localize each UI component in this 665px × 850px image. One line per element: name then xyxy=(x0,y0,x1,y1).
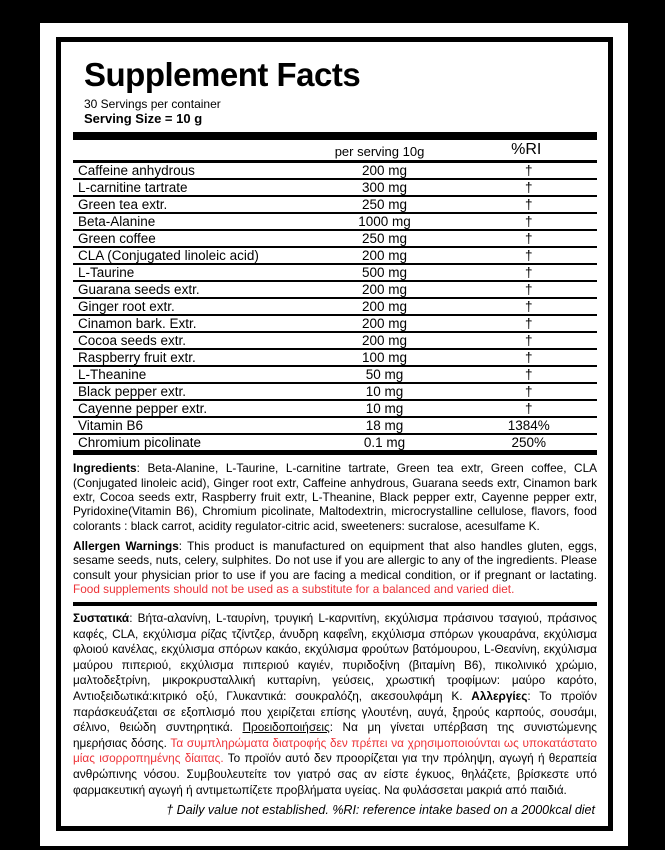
row-name: Cinamon bark. Extr. xyxy=(78,316,197,332)
table-row xyxy=(73,433,597,450)
ingredients-paragraph xyxy=(73,461,597,532)
row-ri: † xyxy=(524,299,533,315)
row-amount: 10 mg xyxy=(365,401,404,417)
row-ri: † xyxy=(524,316,533,332)
row-name: Beta-Alanine xyxy=(78,214,156,230)
row-amount: 200 mg xyxy=(362,316,408,332)
greek-closing-text: Το προϊόν αυτό δεν προορίζεται για την πρόληψη, αγωγή ή θεραπεία ανθρώπινης νόσου. Συμβουλευτείτε τον γιατρό σας αν είστε έγκυος, θηλάζετε, βρίσκεστε υπό φαρμακευτική αγωγή ή αντιμετωπίζετε προβλήματα υγείας. Να φυλάσσεται μακριά από παιδιά. xyxy=(73,751,598,797)
table-row xyxy=(73,297,597,314)
row-amount: 200 mg xyxy=(362,333,408,349)
greek-ingredients-text: : Βήτα-αλανίνη, L-ταυρίνη, τρυγική L-καρνιτίνη, εκχύλισμα πράσινου τσαγιού, πράσινος καφές, CLA, εκχύλισμα ρίζας τζίντζερ, άνυδρη καφεΐνη, εκχύλισμα σπόρων γκουαράνα, εκχύλισμα φλοιού κανέλας, εκχύλισμα σπόρων κακάο, εκχύλισμα φρούτων βατόμουρου, L-Θεανίνη, εκχύλισμα μαύρου πιπεριού, εκχύλισμα πιπεριού καγιέν, πυριδοξίνη (βιταμίνη Β6), πικολινικό χρώμιο, μαλτοδεξτρίνη, μικροκρυσταλλική κυτταρίνη, γεύσεις, χρωστική τροφίμων: μαύρο καρότο, Αντιοξειδωτικά:κιτρικό οξύ, Γλυκαντικά: σουκραλόζη, ακεσουλφάμη Κ. xyxy=(73,611,597,704)
table-row xyxy=(73,331,597,348)
greek-allergies-text: : Το προϊόν παράσκευάζεται σε εξοπλισμό που χειρίζεται επίσης γλουτένη, αυγά, ξηρούς καρπούς, σουσάμι, σέλινο, θειώδη συντηρητικά. xyxy=(73,689,597,735)
allergen-paragraph xyxy=(73,539,597,596)
table-bottom-bar xyxy=(73,450,597,455)
supplement-facts-label xyxy=(56,37,613,831)
row-name: L-Theanine xyxy=(78,367,147,383)
row-ri: † xyxy=(524,231,533,247)
table-row xyxy=(73,416,597,433)
row-name: Cayenne pepper extr. xyxy=(78,401,208,417)
table-row xyxy=(73,163,597,178)
row-ri: † xyxy=(524,350,533,366)
row-ri: † xyxy=(524,248,533,264)
allergen-text: : This product is manufactured on equipment that also handles gluten, eggs, sesame seeds, nuts, celery, sulphites. Do not use if you are allergic to any of the ingredients. Please consult your physician prior to use if you are facing a medical condition, or if pregnant or lactating. xyxy=(73,538,597,582)
row-ri: 1384% xyxy=(507,418,550,434)
greek-warnings-label: Προειδοποιήσεις xyxy=(242,720,330,735)
row-ri: † xyxy=(524,333,533,349)
row-amount: 500 mg xyxy=(362,265,408,281)
row-amount: 250 mg xyxy=(362,197,408,213)
greek-red-warning: Τα συμπληρώματα διατροφής δεν πρέπει να χρησιμοποιούνται ως υποκατάστατο μίας ισορροπημένης δίαιτας. xyxy=(73,735,597,766)
table-row xyxy=(73,365,597,382)
section-divider-bar xyxy=(73,602,597,606)
column-header-amount: per serving 10g xyxy=(334,144,425,160)
row-ri: † xyxy=(524,163,533,179)
ingredients-label: Ingredients xyxy=(73,461,137,476)
table-row xyxy=(73,314,597,331)
row-name: Vitamin B6 xyxy=(78,418,144,434)
row-ri: † xyxy=(524,384,533,400)
row-name: CLA (Conjugated linoleic acid) xyxy=(78,248,259,264)
row-name: Raspberry fruit extr. xyxy=(78,350,196,366)
row-amount: 250 mg xyxy=(362,231,408,247)
label-header xyxy=(84,58,597,126)
table-row xyxy=(73,195,597,212)
table-row xyxy=(73,348,597,365)
allergen-red-warning: Food supplements should not be used as a substitute for a balanced and varied diet. xyxy=(73,581,515,596)
row-name: Green tea extr. xyxy=(78,197,168,213)
servings-per-container: 30 Servings per container xyxy=(84,96,221,111)
ingredients-text: : Beta-Alanine, L-Taurine, L-carnitine tartrate, Green tea extr, Green coffee, CLA (Conjugated linoleic acid), Ginger root extr, Caffeine anhydrous, Guarana seeds extr, Cinamon bark extr, Cocoa seeds extr, Raspberry fruit extr, L-Theanine, Black pepper extr, Cayenne pepper extr, Pyridoxine(Vitamin B6), Chromium picolinate, Maltodextrin, microcrystalline cellulose, flavors, food colorants : black carrot, acidity regulator-citric acid, sweeteners: sucralose, acesulfame K. xyxy=(73,461,597,533)
row-name: Cocoa seeds extr. xyxy=(78,333,187,349)
row-name: Caffeine anhydrous xyxy=(78,163,195,179)
row-name: Black pepper extr. xyxy=(78,384,187,400)
row-ri: † xyxy=(524,282,533,298)
greek-warnings-text: : Να μη γίνεται υπέρβαση της συνιστώμενης ημερήσιας δόσης. xyxy=(73,720,597,750)
row-ri: 250% xyxy=(511,435,547,451)
table-row xyxy=(73,212,597,229)
row-name: L-carnitine tartrate xyxy=(78,180,188,196)
row-amount: 1000 mg xyxy=(358,214,411,230)
table-row xyxy=(73,399,597,416)
row-ri: † xyxy=(524,180,533,196)
table-row xyxy=(73,280,597,297)
row-ri: † xyxy=(524,367,533,383)
row-amount: 200 mg xyxy=(362,299,408,315)
table-row xyxy=(73,382,597,399)
greek-ingredients-label: Συστατικά xyxy=(73,611,130,626)
row-amount: 10 mg xyxy=(365,384,404,400)
serving-size: Serving Size = 10 g xyxy=(84,110,203,126)
row-name: Green coffee xyxy=(78,231,156,247)
row-amount: 0.1 mg xyxy=(363,435,406,451)
table-column-headers xyxy=(73,140,597,160)
row-ri: † xyxy=(524,197,533,213)
row-ri: † xyxy=(524,401,533,417)
row-amount: 200 mg xyxy=(362,282,408,298)
row-amount: 200 mg xyxy=(362,163,408,179)
row-name: L-Taurine xyxy=(78,265,135,281)
row-name: Ginger root extr. xyxy=(78,299,175,315)
table-row xyxy=(73,178,597,195)
row-name: Guarana seeds extr. xyxy=(78,282,200,298)
row-ri: † xyxy=(524,214,533,230)
row-amount: 18 mg xyxy=(365,418,404,434)
row-amount: 50 mg xyxy=(365,367,404,383)
page-title: Supplement Facts xyxy=(84,56,361,93)
row-amount: 200 mg xyxy=(362,248,408,264)
daily-value-footnote: † Daily value not established. %RI: reference intake based on a 2000kcal diet xyxy=(166,803,595,818)
thick-divider-bar xyxy=(73,132,597,140)
table-row xyxy=(73,246,597,263)
row-name: Chromium picolinate xyxy=(78,435,202,451)
greek-allergies-label: Αλλεργίες xyxy=(471,689,528,704)
allergen-label: Allergen Warnings xyxy=(73,538,179,553)
greek-paragraph xyxy=(73,611,597,798)
row-amount: 100 mg xyxy=(362,350,408,366)
table-row xyxy=(73,229,597,246)
row-ri: † xyxy=(524,265,533,281)
facts-table xyxy=(73,163,597,450)
column-header-ri: %RI xyxy=(511,141,542,159)
row-amount: 300 mg xyxy=(362,180,408,196)
table-row xyxy=(73,263,597,280)
